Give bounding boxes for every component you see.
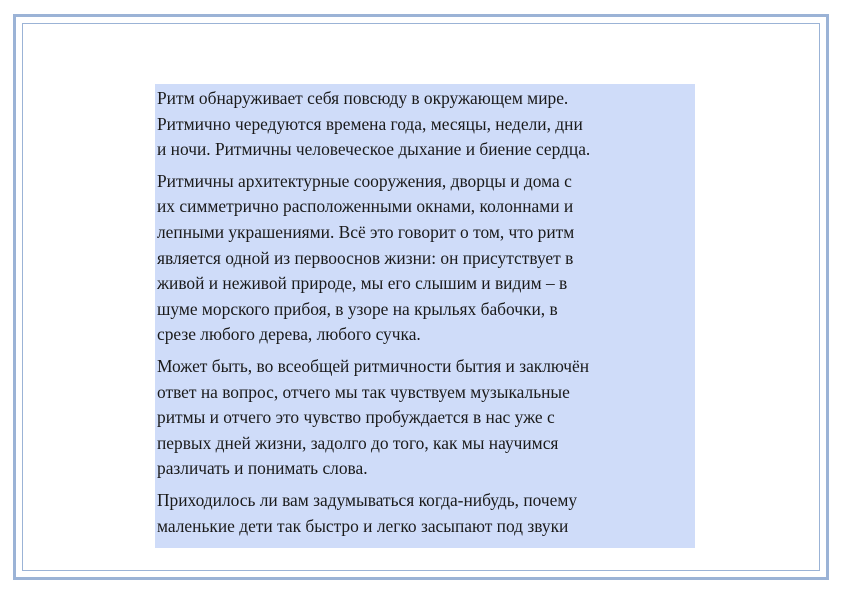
paragraph-4: [157, 488, 695, 539]
text-line: Может быть, во всеобщей ритмичности бытия и заключён: [157, 355, 590, 376]
text-line: Ритмичны архитектурные сооружения, дворцы и дома с: [157, 170, 572, 191]
text-line: Ритм обнаруживает себя повсюду в окружающем мире.: [157, 88, 569, 108]
text-line: шуме морского прибоя, в узоре на крыльях бабочки, в: [157, 298, 558, 319]
text-line: срезе любого дерева, любого сучка.: [157, 324, 421, 345]
text-line: различать и понимать слова.: [157, 458, 368, 479]
paragraph-1: [157, 86, 695, 163]
text-line: маленькие дети так быстро и легко засыпают под звуки: [157, 515, 569, 536]
text-line: живой и неживой природе, мы его слышим и видим – в: [157, 273, 568, 294]
paragraph-2: [157, 169, 695, 348]
text-line: Ритмично чередуются времена года, месяцы, недели, дни: [157, 113, 583, 134]
text-line: ритмы и отчего это чувство пробуждается в нас уже с: [157, 407, 555, 428]
text-line: лепными украшениями. Всё это говорит о том, что ритм: [157, 221, 575, 242]
text-line: и ночи. Ритмичны человеческое дыхание и биение сердца.: [157, 139, 591, 160]
slide-text-block: [155, 84, 695, 548]
paragraph-3: [157, 354, 695, 482]
text-line: их симметрично расположенными окнами, колоннами и: [157, 196, 574, 217]
text-line: Приходилось ли вам задумываться когда-нибудь, почему: [157, 489, 578, 510]
text-line: первых дней жизни, задолго до того, как мы научимся: [157, 432, 559, 453]
text-line: ответ на вопрос, отчего мы так чувствуем музыкальные: [157, 381, 570, 402]
text-line: является одной из первооснов жизни: он присутствует в: [157, 247, 574, 268]
